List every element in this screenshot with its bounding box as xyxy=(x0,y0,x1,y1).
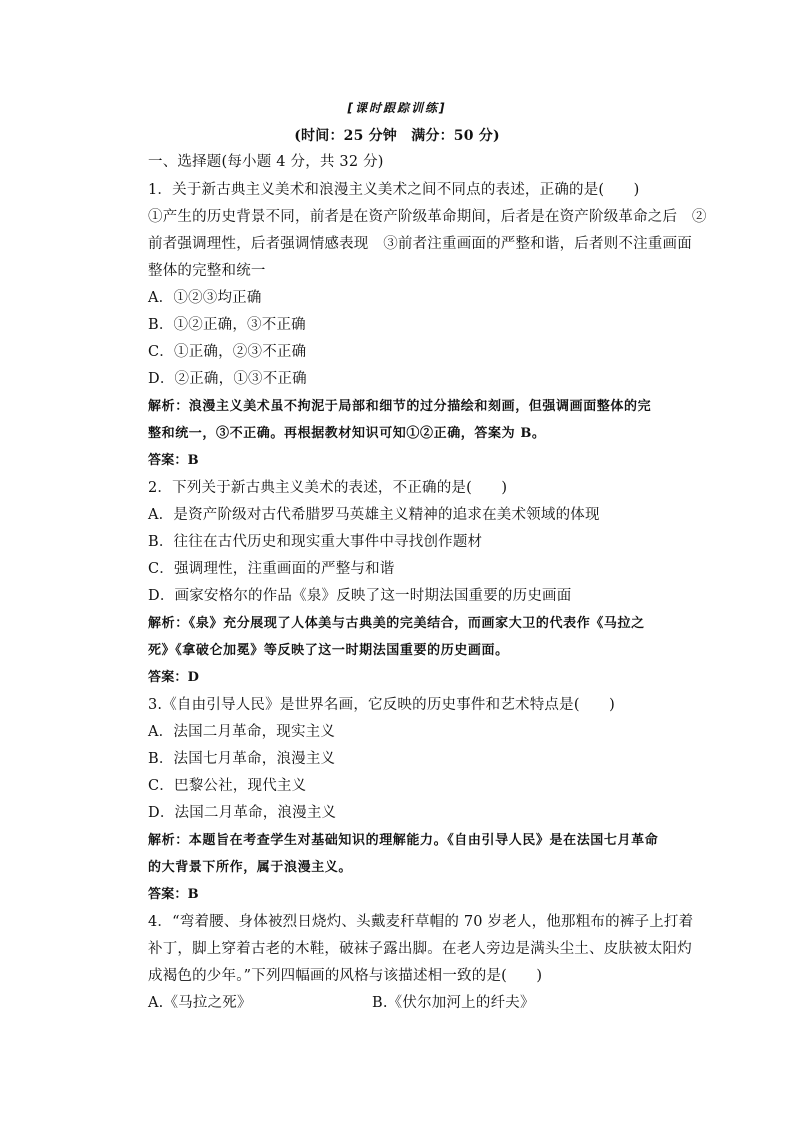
q2-stem: 2．下列关于新古典主义美术的表述，不正确的是( ) xyxy=(148,480,508,496)
q1-analysis-line: 整和统一，③不正确。再根据教材知识可知①②正确，答案为 B。 xyxy=(148,426,546,441)
q3-option-b: B．法国七月革命，浪漫主义 xyxy=(148,751,336,767)
q1-option-d: D．②正确，①③不正确 xyxy=(148,371,307,387)
q1-stem: 1．关于新古典主义美术和浪漫主义美术之间不同点的表述，正确的是( ) xyxy=(148,182,640,198)
q2-option-a: A．是资产阶级对古代希腊罗马英雄主义精神的追求在美术领域的体现 xyxy=(148,507,600,523)
q3-option-d: D．法国二月革命，浪漫主义 xyxy=(148,805,337,821)
q3-stem: 3.《自由引导人民》是世界名画，它反映的历史事件和艺术特点是( ) xyxy=(148,697,615,713)
q1-body-line: ①产生的历史背景不同，前者是在资产阶级革命期间，后者是在资产阶级革命之后 ② xyxy=(148,209,707,225)
q4-stem-line: 补丁，脚上穿着古老的木鞋，破袜子露出脚。在老人旁边是满头尘土、皮肤被太阳灼 xyxy=(148,941,692,957)
q2-answer: 答案：D xyxy=(148,670,200,685)
q3-option-c: C．巴黎公社，现代主义 xyxy=(148,778,307,794)
q2-option-b: B．往往在古代历史和现实重大事件中寻找创作题材 xyxy=(148,534,483,550)
q1-body-line: 整体的完整和统一 xyxy=(148,263,266,279)
document-title: [课时跟踪训练] xyxy=(347,101,447,115)
q1-option-c: C．①正确，②③不正确 xyxy=(148,344,307,360)
q2-analysis-line: 死》《拿破仑加冕》等反映了这一时期法国重要的历史画面。 xyxy=(148,643,509,658)
q1-option-a: A．①②③均正确 xyxy=(148,290,262,306)
q3-answer: 答案：B xyxy=(148,887,199,902)
q1-option-b: B．①②正确，③不正确 xyxy=(148,317,306,333)
q3-analysis-line: 的大背景下所作，属于浪漫主义。 xyxy=(148,860,353,875)
q4-option-a: A.《马拉之死》 xyxy=(148,995,252,1011)
q2-option-d: D．画家安格尔的作品《泉》反映了这一时期法国重要的历史画面 xyxy=(148,588,572,604)
q4-stem-line: 成褐色的少年。”下列四幅画的风格与该描述相一致的是( ) xyxy=(148,968,543,984)
q3-analysis-line: 解析：本题旨在考查学生对基础知识的理解能力。《自由引导人民》是在法国七月革命 xyxy=(148,833,659,848)
q1-answer: 答案：B xyxy=(148,453,199,468)
q2-option-c: C．强调理性，注重画面的严整与和谐 xyxy=(148,561,395,577)
q4-option-b: B.《伏尔加河上的纤夫》 xyxy=(372,995,535,1011)
time-score-info: (时间：25 分钟 满分：50 分) xyxy=(294,128,500,144)
section-heading: 一、选择题(每小题 4 分，共 32 分) xyxy=(148,154,384,170)
q1-analysis-line: 解析：浪漫主义美术虽不拘泥于局部和细节的过分描绘和刻画，但强调画面整体的完 xyxy=(148,399,652,414)
q4-stem-line: 4．“弯着腰、身体被烈日烧灼、头戴麦秆草帽的 70 岁老人，他那粗布的裤子上打着 xyxy=(148,914,694,930)
q2-analysis-line: 解析：《泉》充分展现了人体美与古典美的完美结合，而画家大卫的代表作《马拉之 xyxy=(148,616,645,631)
q1-body-line: 前者强调理性，后者强调情感表现 ③前者注重画面的严整和谐，后者则不注重画面 xyxy=(148,236,692,252)
q3-option-a: A．法国二月革命，现实主义 xyxy=(148,724,336,740)
